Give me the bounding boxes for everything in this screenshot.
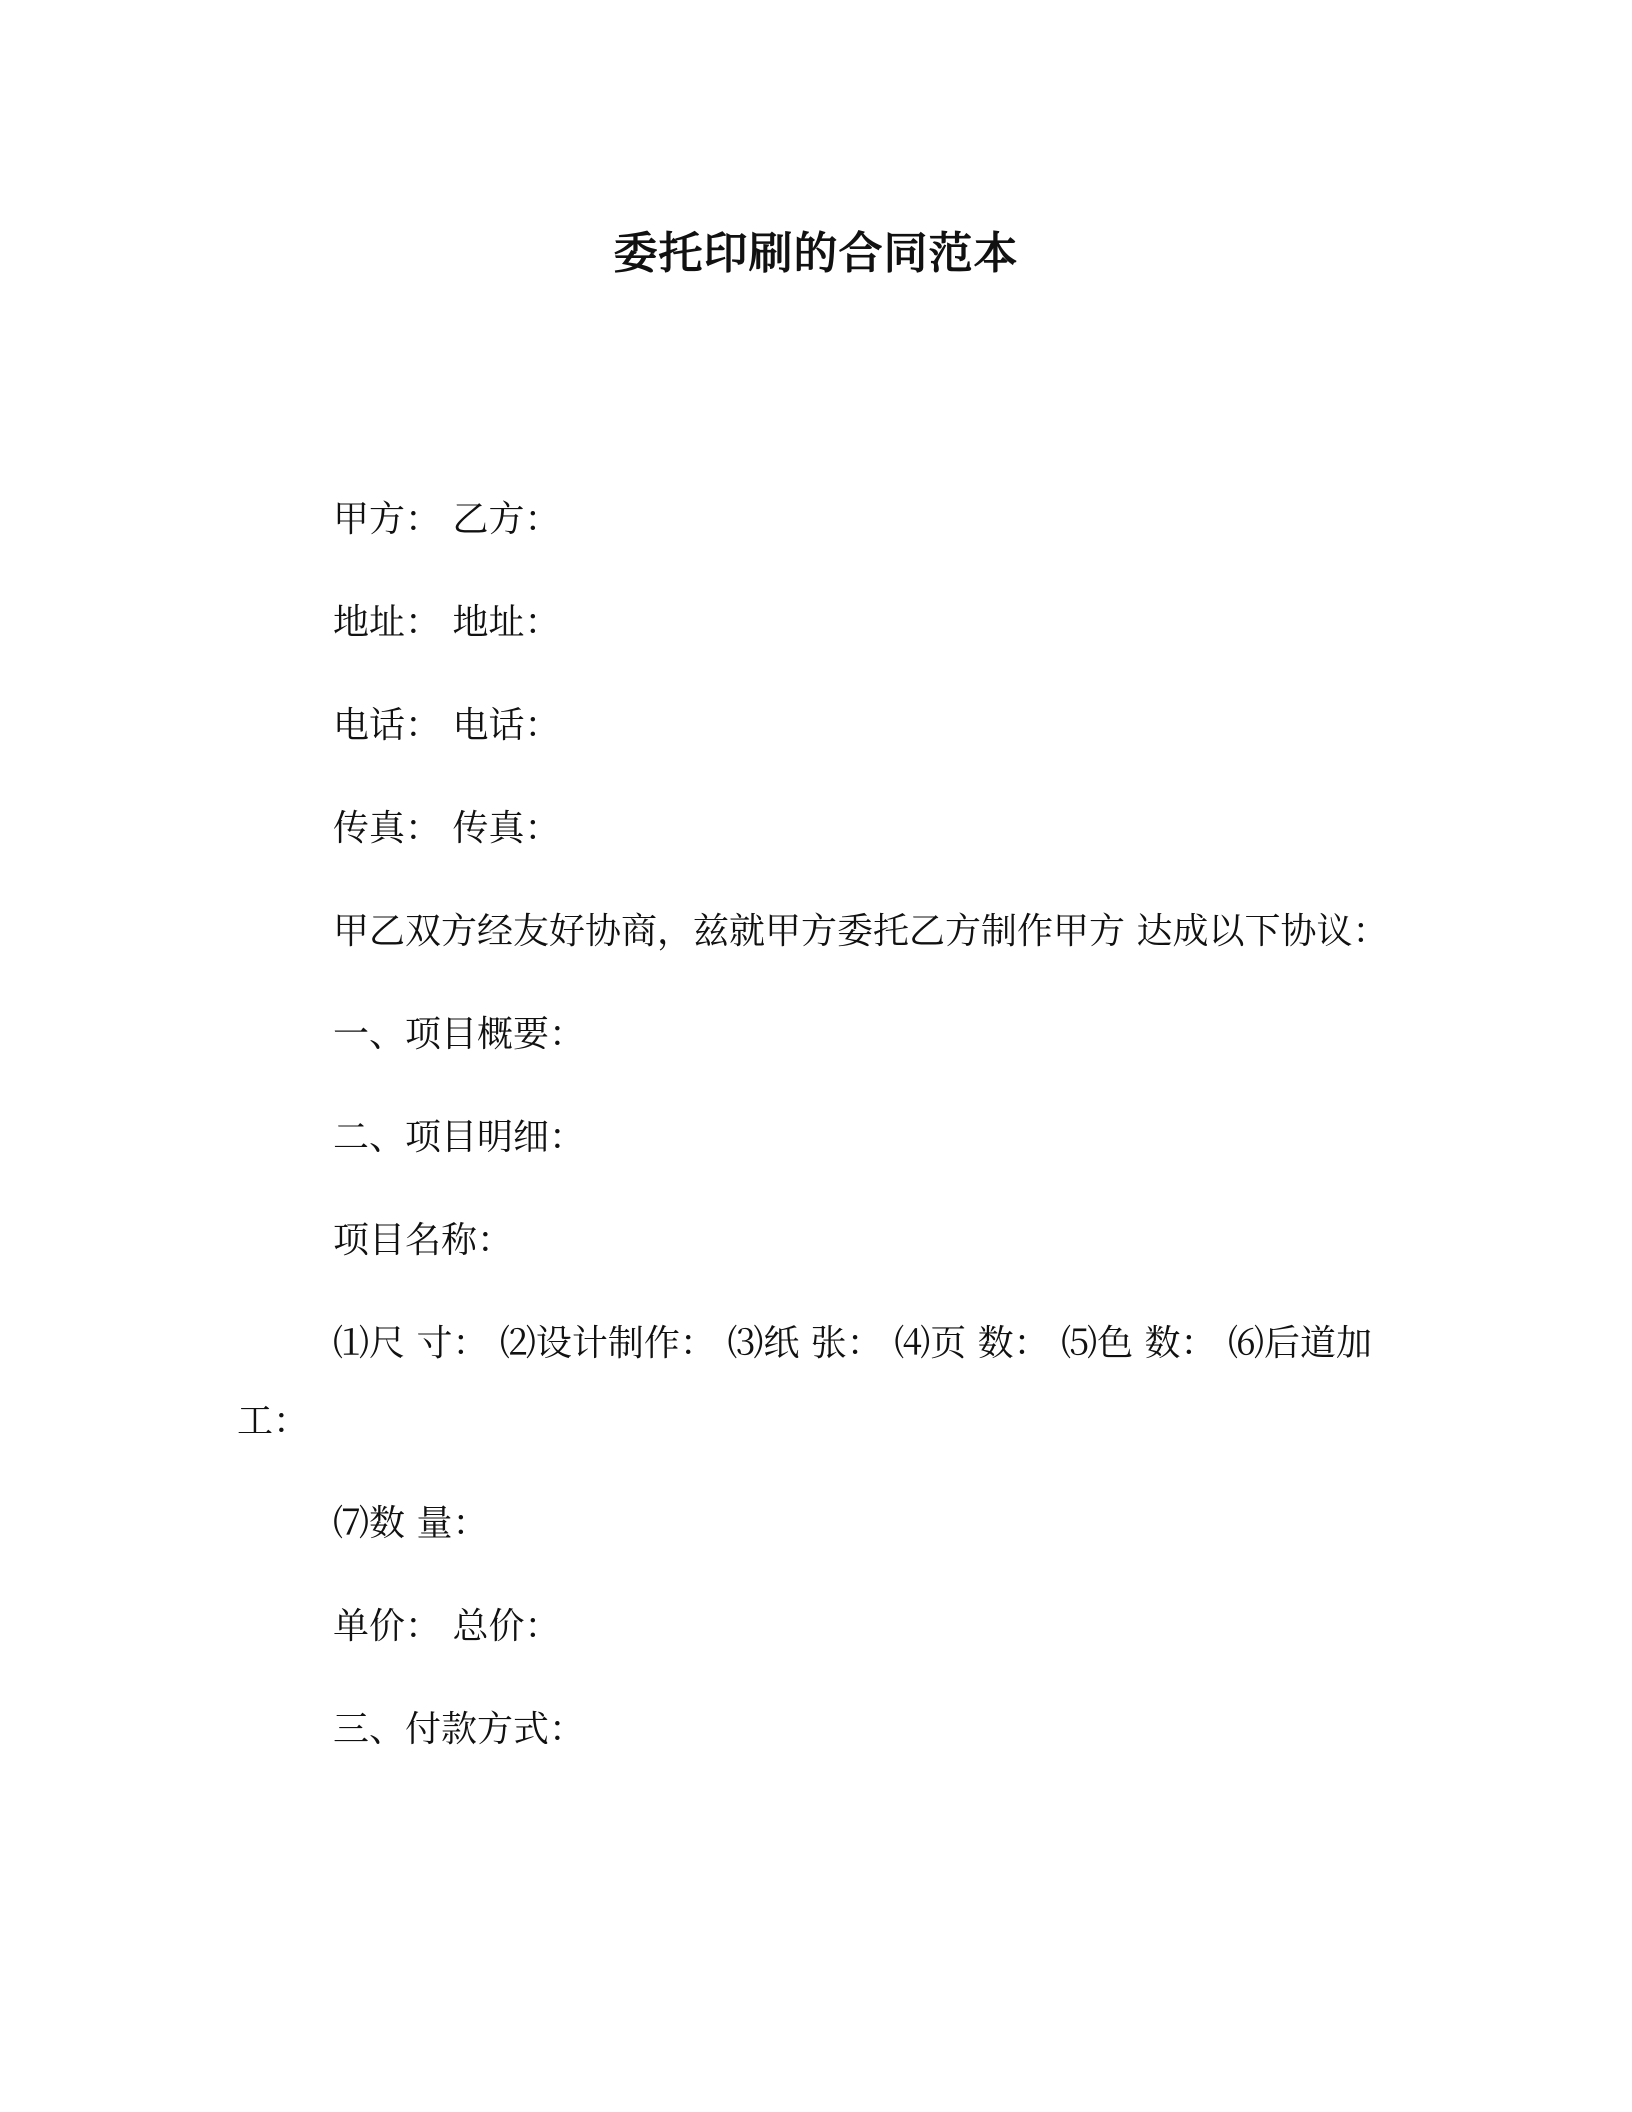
section-overview: 一、项目概要： [333, 1014, 586, 1055]
phone-line: 电话： 电话： [333, 705, 561, 746]
spec-line: ⑴尺 寸： ⑵设计制作： ⑶纸 张： ⑷页 数： ⑸色 数： ⑹后道加 [333, 1323, 1372, 1364]
party-line: 甲方： 乙方： [333, 499, 561, 540]
address-line: 地址： 地址： [333, 602, 561, 643]
project-name-line: 项目名称： [333, 1220, 514, 1261]
fax-line: 传真： 传真： [333, 808, 561, 849]
section-details: 二、项目明细： [333, 1117, 586, 1158]
spec-line-continued: 工： [237, 1401, 310, 1442]
quantity-line: ⑺数 量： [333, 1503, 489, 1544]
price-line: 单价： 总价： [333, 1606, 561, 1647]
agreement-intro: 甲乙双方经友好协商，兹就甲方委托乙方制作甲方 达成以下协议： [333, 911, 1389, 952]
section-payment: 三、付款方式： [333, 1709, 586, 1750]
document-title: 委托印刷的合同范本 [613, 228, 1019, 279]
